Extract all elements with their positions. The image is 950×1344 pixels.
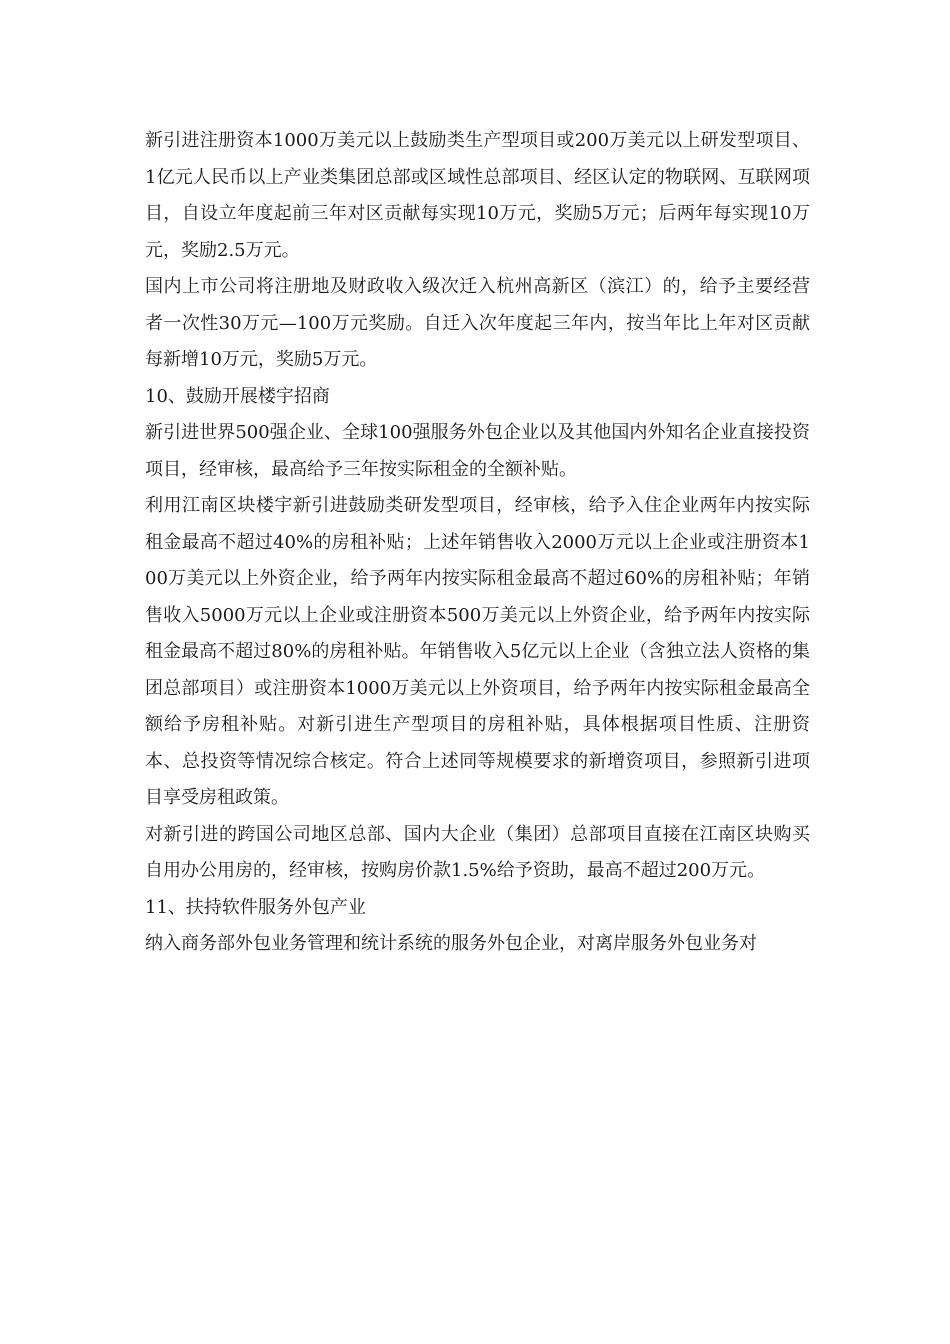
section-heading-10: 10、鼓励开展楼宇招商 bbox=[145, 385, 330, 407]
paragraph-listed-company-reward: 国内上市公司将注册地及财政收入级次迁入杭州高新区（滨江）的，给予主要经营者一次性30万元—100万元奖励。自迁入次年度起三年内，按当年比上年对区贡献每新增10万元，奖励5万元。 bbox=[145, 276, 810, 370]
paragraph-project-reward: 新引进注册资本1000万美元以上鼓励类生产型项目或200万美元以上研发型项目、1亿元人民币以上产业类集团总部或区域性总部项目、经区认定的物联网、互联网项目，自设立年度起前三年对区贡献每实现10万元，奖励5万元；后两年每实现10万元，奖励2.5万元。 bbox=[145, 130, 810, 261]
paragraph-outsourcing: 纳入商务部外包业务管理和统计系统的服务外包企业，对离岸服务外包业务对 bbox=[145, 933, 757, 954]
paragraph-top500-subsidy: 新引进世界500强企业、全球100强服务外包企业以及其他国内外知名企业直接投资项目，经审核，最高给予三年按实际租金的全额补贴。 bbox=[145, 422, 810, 480]
paragraph-office-purchase-subsidy: 对新引进的跨国公司地区总部、国内大企业（集团）总部项目直接在江南区块购买自用办公用房的，经审核，按购房价款1.5%给予资助，最高不超过200万元。 bbox=[145, 823, 810, 881]
paragraph-rent-subsidy: 利用江南区块楼宇新引进鼓励类研发型项目，经审核，给予入住企业两年内按实际租金最高不超过40%的房租补贴；上述年销售收入2000万元以上企业或注册资本100万美元以上外资企业，给予两年内按实际租金最高不超过60%的房租补贴；年销售收入5000万元以上企业或注册资本500万美元以上外资企业，给予两年内按实际租金最高不超过80%的房租补贴。年销售收入5亿元以上企业（含独立法人资格的集团总部项目）或注册资本1000万美元以上外资项目，给予两年内按实际租金最高全额给予房租补贴。对新引进生产型项目的房租补贴，具体根据项目性质、注册资本、总投资等情况综合核定。符合上述同等规模要求的新增资项目，参照新引进项目享受房租政策。 bbox=[145, 495, 810, 808]
section-heading-11: 11、扶持软件服务外包产业 bbox=[145, 896, 366, 918]
document-body bbox=[145, 123, 810, 963]
